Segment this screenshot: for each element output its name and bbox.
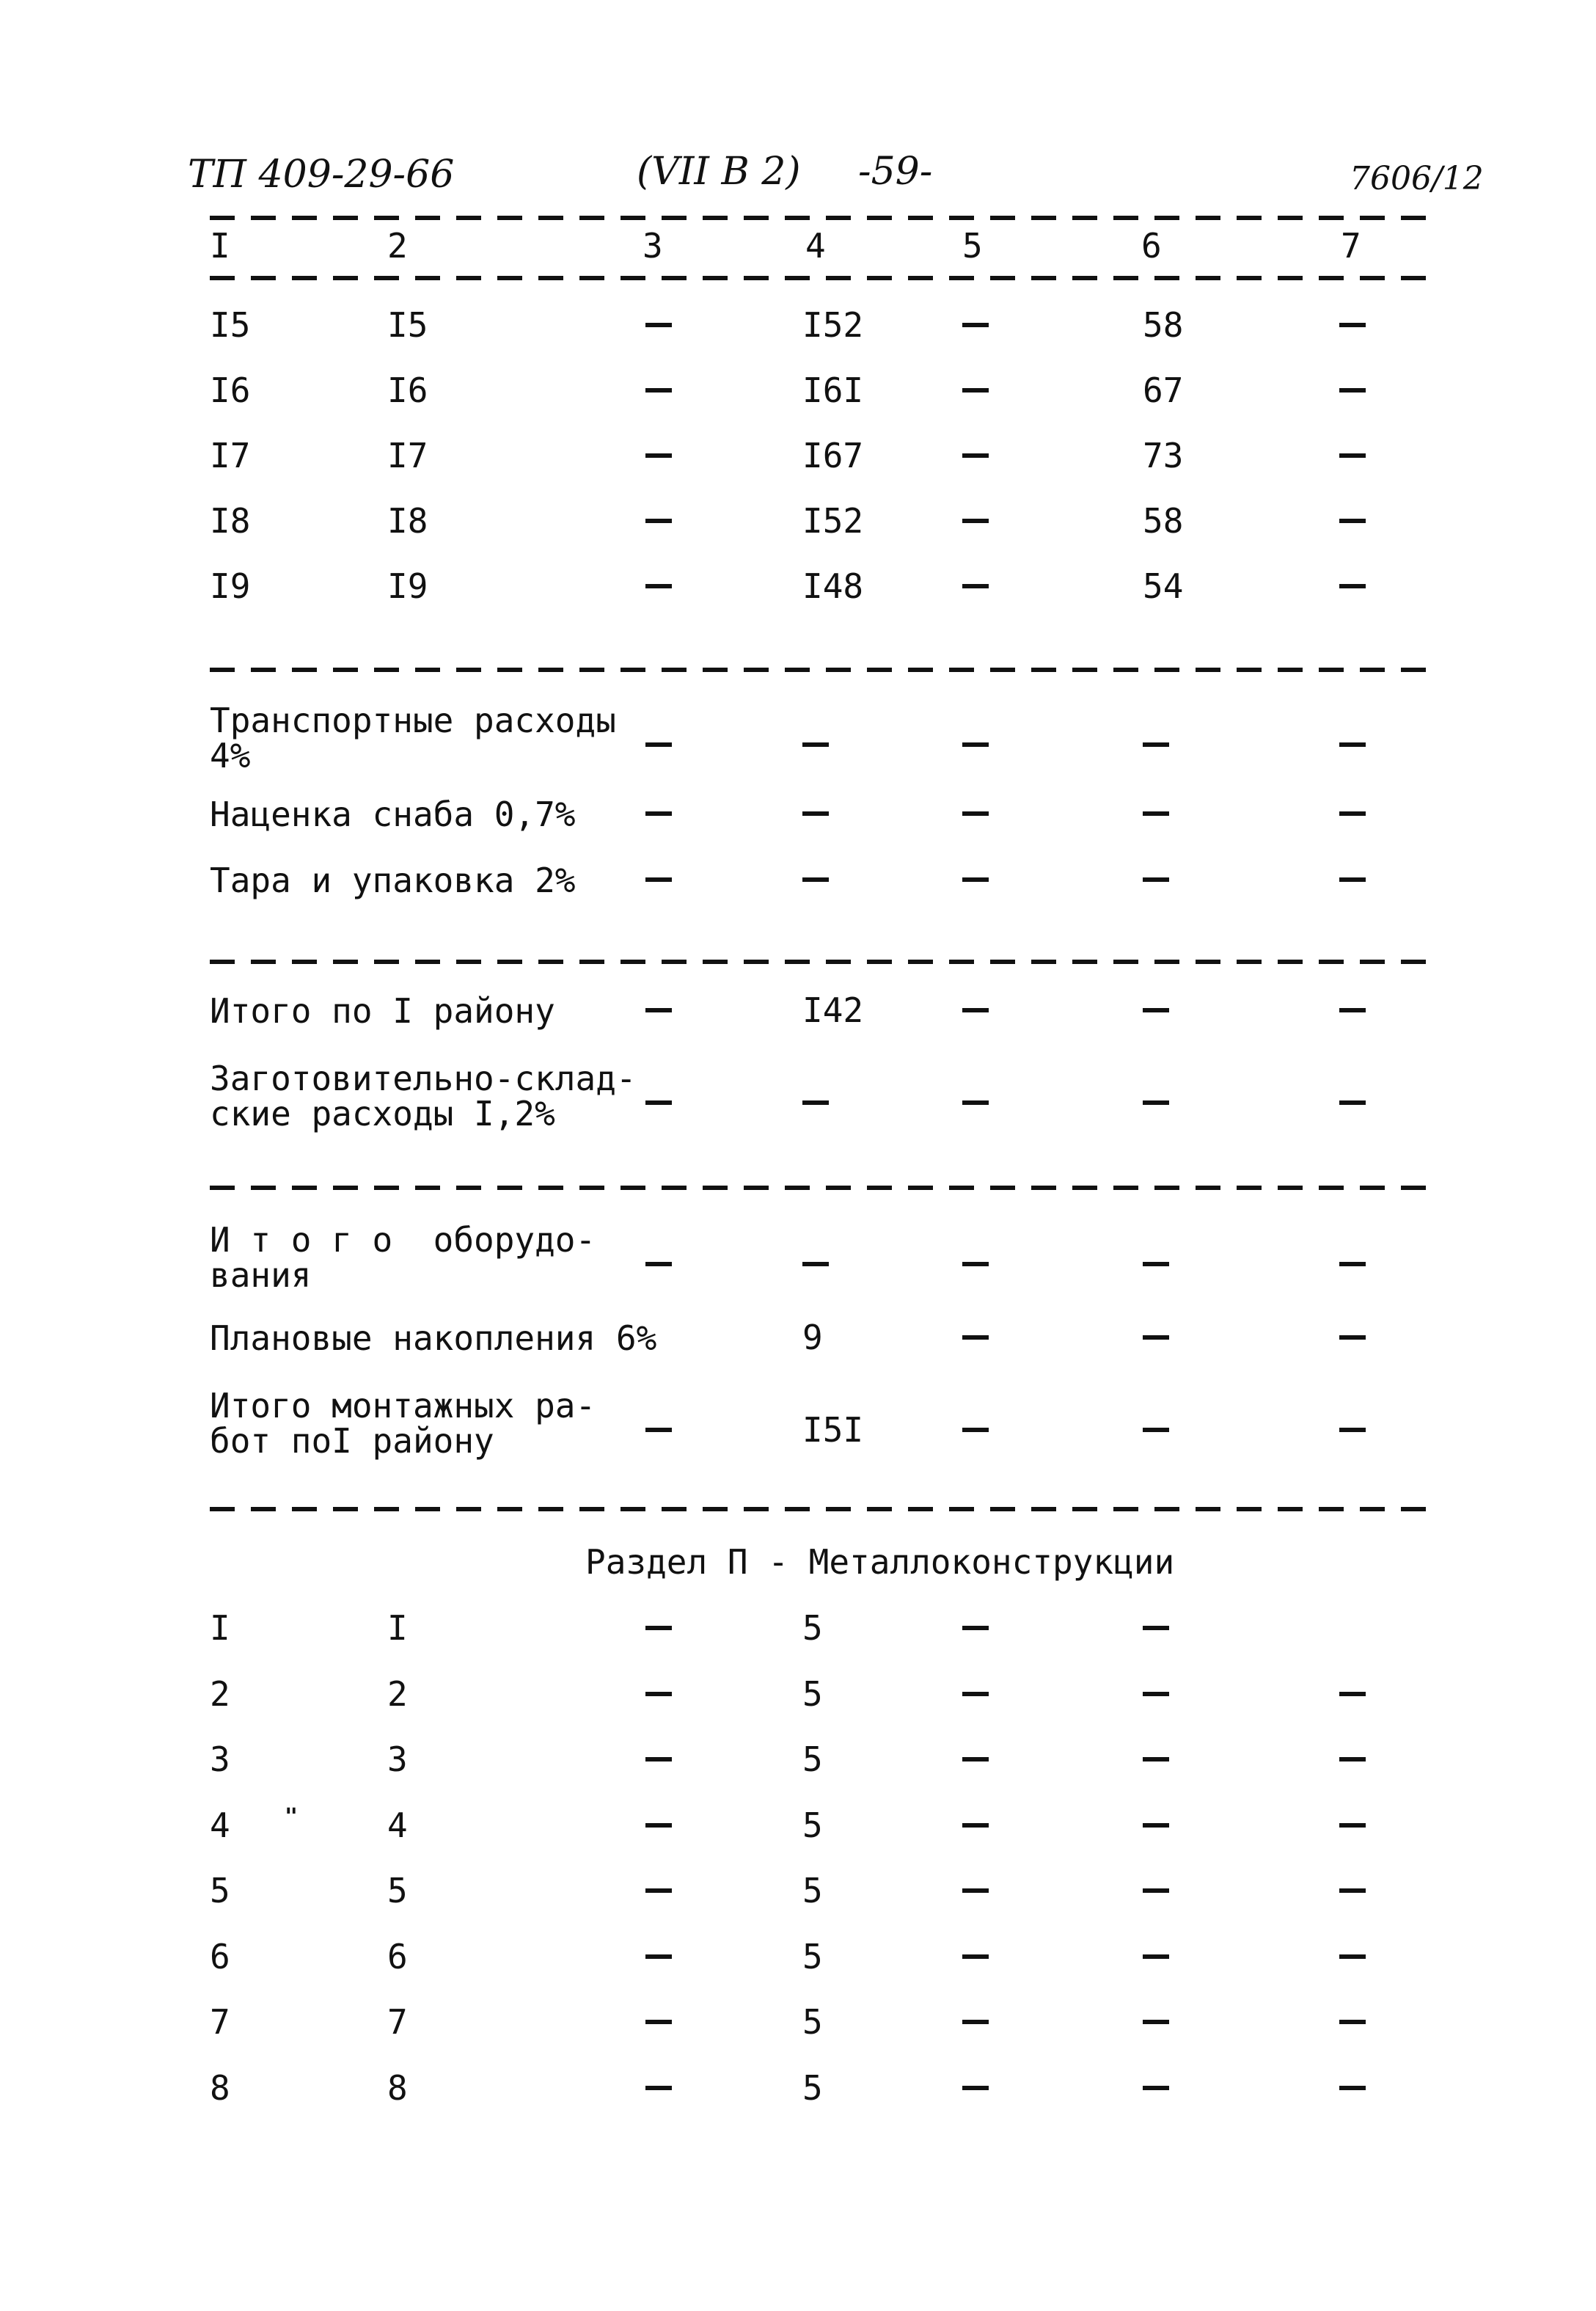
row-c7	[1339, 323, 1366, 327]
row-c7	[1339, 1692, 1366, 1696]
row-c3	[645, 1428, 672, 1432]
row-col1: I6	[210, 370, 251, 410]
row-c5	[962, 1823, 989, 1828]
column-header: 7	[1341, 226, 1361, 266]
row-col1: 6	[210, 1936, 230, 1976]
row-c4: 5	[802, 1936, 823, 1976]
row-c7	[1339, 584, 1366, 588]
row-c4: 5	[802, 1673, 823, 1714]
separator-line	[210, 276, 1442, 280]
document-code: ТП 409-29-66	[188, 153, 455, 197]
row-c6	[1143, 1954, 1169, 1959]
row-label: Наценка снаба 0,7%	[210, 795, 576, 834]
row-c4	[802, 1100, 829, 1105]
row-c3	[645, 1823, 672, 1828]
row-c4: I52	[802, 305, 864, 345]
row-c6	[1143, 2086, 1169, 2090]
row-col2: 3	[387, 1739, 408, 1779]
row-c7	[1339, 811, 1366, 816]
row-c6	[1143, 1757, 1169, 1761]
row-label: Итого монтажных ра- бот поI району	[210, 1386, 596, 1461]
row-col1: I5	[210, 305, 251, 345]
row-label: Транспортные расходы 4%	[210, 701, 616, 776]
row-col1: I9	[210, 566, 251, 606]
row-c6: 54	[1143, 566, 1184, 606]
separator-line	[210, 960, 1442, 964]
row-col1: I	[210, 1608, 230, 1648]
column-header: 4	[805, 226, 826, 266]
row-c7	[1339, 1100, 1366, 1105]
row-c3	[645, 1692, 672, 1696]
row-col1: 8	[210, 2067, 230, 2108]
row-c6	[1143, 1626, 1169, 1630]
row-c7	[1339, 388, 1366, 393]
row-c4: I5I	[802, 1410, 864, 1450]
stray-mark: "	[285, 1804, 299, 1830]
row-c5	[962, 2086, 989, 2090]
row-c3	[645, 1888, 672, 1893]
row-c7	[1339, 1428, 1366, 1432]
row-c5	[962, 1757, 989, 1761]
row-col1: I8	[210, 501, 251, 541]
row-c6: 58	[1143, 501, 1184, 541]
row-c4	[802, 811, 829, 816]
column-header: I	[210, 226, 230, 266]
row-c3	[645, 1100, 672, 1105]
row-c7	[1339, 742, 1366, 747]
row-c7	[1339, 1954, 1366, 1959]
row-label: Тара и упаковка 2%	[210, 861, 576, 900]
row-c4: 5	[802, 2002, 823, 2042]
row-c3	[645, 388, 672, 393]
row-c4: 5	[802, 1871, 823, 1910]
row-c5	[962, 323, 989, 327]
row-c7	[1339, 453, 1366, 458]
row-c3	[645, 1008, 672, 1012]
row-c6	[1143, 877, 1169, 882]
row-c4	[802, 742, 829, 747]
row-c7	[1339, 1757, 1366, 1761]
row-c5	[962, 742, 989, 747]
row-c7	[1339, 1823, 1366, 1828]
row-c3	[645, 1262, 672, 1266]
row-c4: I67	[802, 436, 864, 475]
row-c5	[962, 1626, 989, 1630]
row-col1: I7	[210, 436, 251, 475]
column-header: 5	[962, 226, 983, 266]
row-c6	[1143, 2020, 1169, 2024]
row-c3	[645, 811, 672, 816]
row-c3	[645, 453, 672, 458]
row-c6	[1143, 1823, 1169, 1828]
row-c7	[1339, 2086, 1366, 2090]
row-col1: 3	[210, 1739, 230, 1779]
row-c3	[645, 1626, 672, 1630]
row-c6	[1143, 1100, 1169, 1105]
sheet-code: 7606/12	[1350, 160, 1484, 197]
row-label: Заготовительно-склад- ские расходы I,2%	[210, 1059, 637, 1134]
row-c5	[962, 877, 989, 882]
row-c6	[1143, 1008, 1169, 1012]
row-col2: 6	[387, 1936, 408, 1976]
row-c3	[645, 1954, 672, 1959]
row-c7	[1339, 2020, 1366, 2024]
row-c4: 9	[802, 1318, 823, 1357]
row-c4: 5	[802, 1739, 823, 1779]
row-c6	[1143, 811, 1169, 816]
row-c3	[645, 584, 672, 588]
separator-line	[210, 1186, 1442, 1190]
row-col2: 8	[387, 2067, 408, 2108]
row-col2: 5	[387, 1871, 408, 1910]
row-col1: 5	[210, 1871, 230, 1910]
row-c3	[645, 1757, 672, 1761]
row-c4: I6I	[802, 370, 864, 410]
row-c7	[1339, 1888, 1366, 1893]
row-c6	[1143, 1692, 1169, 1696]
separator-line	[210, 216, 1442, 220]
row-c5	[962, 388, 989, 393]
row-c3	[645, 877, 672, 882]
row-label: Итого по I району	[210, 991, 555, 1031]
row-c5	[962, 1428, 989, 1432]
separator-line	[210, 668, 1442, 672]
row-c4: I52	[802, 501, 864, 541]
row-c5	[962, 1888, 989, 1893]
row-c6	[1143, 1428, 1169, 1432]
row-c6	[1143, 742, 1169, 747]
row-col2: I5	[387, 305, 428, 345]
row-c7	[1339, 519, 1366, 523]
row-col1: 4	[210, 1805, 230, 1845]
row-col2: I	[387, 1608, 408, 1648]
row-c7	[1339, 1335, 1366, 1340]
column-header: 6	[1141, 226, 1162, 266]
row-c3	[645, 2020, 672, 2024]
row-label: Плановые накопления 6%	[210, 1318, 657, 1358]
row-c5	[962, 1692, 989, 1696]
row-c7	[1339, 877, 1366, 882]
row-c7	[1339, 1262, 1366, 1266]
row-col2: 7	[387, 2002, 408, 2042]
row-col2: I7	[387, 436, 428, 475]
row-c6	[1143, 1262, 1169, 1266]
section-mark: (VII В 2)	[637, 150, 801, 194]
column-header: 3	[643, 226, 663, 266]
row-col2: 4	[387, 1805, 408, 1845]
row-c5	[962, 811, 989, 816]
column-header: 2	[387, 226, 408, 266]
row-col1: 7	[210, 2002, 230, 2042]
row-c3	[645, 519, 672, 523]
row-c5	[962, 453, 989, 458]
row-c6: 67	[1143, 370, 1184, 410]
row-c4: 5	[802, 1805, 823, 1845]
row-c6: 58	[1143, 305, 1184, 345]
row-col2: I9	[387, 566, 428, 606]
row-c5	[962, 2020, 989, 2024]
row-c4	[802, 877, 829, 882]
page-number: -59-	[858, 150, 933, 194]
row-label: И т о г о оборудо- вания	[210, 1220, 596, 1296]
row-c6: 73	[1143, 436, 1184, 475]
row-c5	[962, 1100, 989, 1105]
row-col1: 2	[210, 1673, 230, 1714]
row-c3	[645, 2086, 672, 2090]
row-c5	[962, 1262, 989, 1266]
row-col2: I6	[387, 370, 428, 410]
row-col2: 2	[387, 1673, 408, 1714]
row-c5	[962, 519, 989, 523]
row-c4: I48	[802, 566, 864, 606]
row-c3	[645, 323, 672, 327]
row-c5	[962, 1335, 989, 1340]
row-c6	[1143, 1888, 1169, 1893]
row-c4: 5	[802, 1608, 823, 1648]
row-c7	[1339, 1008, 1366, 1012]
row-c3	[645, 742, 672, 747]
row-c5	[962, 1954, 989, 1959]
row-c5	[962, 1008, 989, 1012]
row-c4: 5	[802, 2067, 823, 2108]
row-c5	[962, 584, 989, 588]
separator-line	[210, 1507, 1442, 1511]
row-col2: I8	[387, 501, 428, 541]
row-c4: I42	[802, 990, 864, 1030]
row-c6	[1143, 1335, 1169, 1340]
row-c4	[802, 1262, 829, 1266]
section2-title: Раздел П - Металлоконструкции	[585, 1542, 1175, 1582]
